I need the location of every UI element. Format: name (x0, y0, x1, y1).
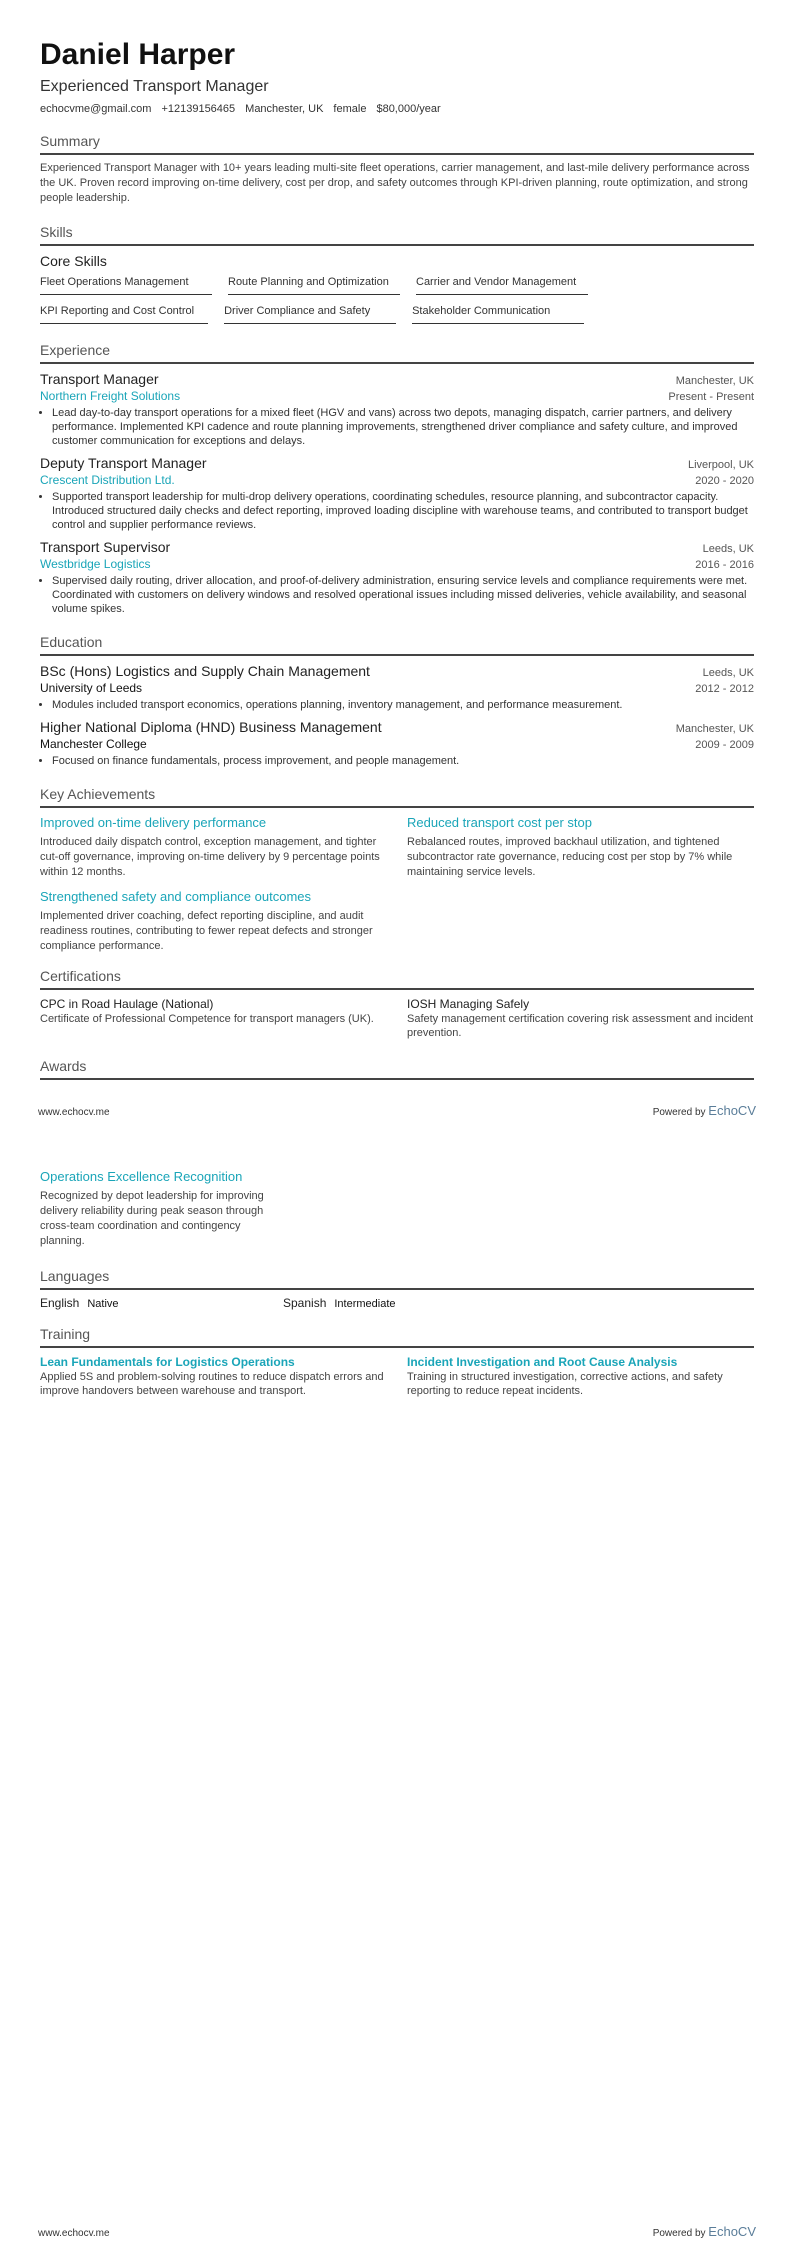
company-name: Northern Freight Solutions (40, 389, 181, 403)
certification-desc: Certificate of Professional Competence for transport managers (UK). (40, 1013, 374, 1025)
achievement-item (40, 888, 387, 962)
achievement-title: Improved on-time delivery performance (40, 815, 267, 830)
job-title: Transport Supervisor (40, 539, 171, 555)
skill-item: Route Planning and Optimization (228, 274, 400, 295)
education-section (40, 634, 754, 768)
experience-section (40, 342, 754, 616)
job-bullet: • Lead day-to-day transport operations for a mixed fleet (HGV and vans) across two depots, managing dispatch, carrier partners, and delivery performance. Implemented KPI cadence and route planning improvements, strengthened driver compliance and safety culture, and improved customer communication for exceptions and delays. (52, 406, 754, 448)
language-level: Intermediate (334, 1298, 396, 1310)
skills-heading: Skills (40, 224, 754, 246)
contact-info (40, 103, 754, 115)
contact-salary: $80,000/year (376, 103, 441, 115)
echocv-logo[interactable]: EchoCV (708, 1103, 756, 1118)
language-level: Native (87, 1298, 119, 1310)
skill-item: Driver Compliance and Safety (224, 303, 396, 324)
training-desc: Training in structured investigation, corrective actions, and safety reporting to reduce repeat incidents. (407, 1371, 723, 1397)
footer-site[interactable]: www.echocv.me (38, 1107, 110, 1118)
skill-item: KPI Reporting and Cost Control (40, 303, 208, 324)
achievement-desc: Introduced daily dispatch control, exception management, and tighter cut-off governance, improving on-time delivery by 9 percentage points within 12 months. (40, 836, 380, 878)
achievement-desc: Rebalanced routes, improved backhaul utilization, and tightened subcontractor rate governance, reducing cost per stop by 7% while maintaining service levels. (407, 836, 733, 878)
achievements-section (40, 786, 754, 962)
resume-page (40, 38, 754, 1080)
page-footer (38, 2224, 756, 2239)
certification-desc: Safety management certification covering risk assessment and incident prevention. (407, 1013, 754, 1039)
achievement-title: Strengthened safety and compliance outcomes (40, 889, 312, 904)
training-item (40, 1354, 387, 1398)
summary-text: Experienced Transport Manager with 10+ years leading multi-site fleet operations, carrier management, and last-mile delivery performance across the UK. Proven record improving on-time delivery, cost per drop, and safety outcomes through KPI-driven planning, route optimization, and strong people leadership. (40, 162, 750, 204)
award-item (40, 1168, 270, 1257)
footer-site[interactable]: www.echocv.me (38, 2228, 110, 2239)
achievements-heading: Key Achievements (40, 786, 754, 808)
school-location: Manchester, UK (675, 723, 754, 735)
education-bullet: • Focused on finance fundamentals, process improvement, and people management. (52, 754, 754, 768)
lower-sections (40, 1268, 754, 1398)
education-heading: Education (40, 634, 754, 656)
certification-name: CPC in Road Haulage (National) (40, 997, 214, 1011)
contact-phone[interactable]: +12139156465 (161, 103, 236, 115)
job-location: Liverpool, UK (687, 459, 754, 471)
powered-by-label: Powered by (652, 1107, 706, 1118)
skills-list (40, 274, 754, 324)
powered-by-label: Powered by (652, 2228, 706, 2239)
language-item (283, 1296, 526, 1310)
skill-item: Stakeholder Communication (412, 303, 584, 324)
job-dates: 2020 - 2020 (695, 475, 754, 487)
experience-entry (40, 370, 754, 448)
education-dates: 2012 - 2012 (695, 683, 754, 695)
summary-section (40, 133, 754, 206)
job-bullet: • Supported transport leadership for multi-drop delivery operations, coordinating schedules, resource planning, and subcontractor capacity. Introduced structured daily checks and defect reporting, improved loading discipline with warehouse teams, and contributed to transport budget control and supplier performance reviews. (52, 490, 754, 532)
languages-section (40, 1268, 754, 1310)
awards-section (40, 1058, 754, 1080)
education-dates: 2009 - 2009 (695, 739, 754, 751)
training-item (407, 1354, 754, 1398)
training-title: Lean Fundamentals for Logistics Operations (40, 1355, 295, 1369)
education-entry (40, 662, 754, 712)
training-title: Incident Investigation and Root Cause Analysis (407, 1355, 678, 1369)
experience-heading: Experience (40, 342, 754, 364)
job-bullet: • Supervised daily routing, driver allocation, and proof-of-delivery administration, ensuring service levels and compliance requirements were met. Coordinated with customers on delivery windows and resolved operational issues including missed deliveries, vehicle availability, and seasonal volume spikes. (52, 574, 754, 616)
page-footer (38, 1103, 756, 1118)
job-title: Transport Manager (40, 371, 159, 387)
job-location: Leeds, UK (702, 543, 754, 555)
certification-name: IOSH Managing Safely (407, 997, 530, 1011)
footer-powered (653, 2224, 756, 2239)
footer-powered (653, 1103, 756, 1118)
school-name: Manchester College (40, 737, 147, 751)
skill-item: Carrier and Vendor Management (416, 274, 588, 295)
candidate-name: Daniel Harper (40, 38, 236, 71)
education-bullet: • Modules included transport economics, operations planning, inventory management, and performance measurement. (52, 698, 754, 712)
language-name: Spanish (283, 1296, 327, 1310)
certification-item (407, 996, 754, 1040)
degree-title: BSc (Hons) Logistics and Supply Chain Management (40, 663, 370, 679)
skills-section (40, 224, 754, 324)
training-heading: Training (40, 1326, 754, 1348)
job-location: Manchester, UK (675, 375, 754, 387)
awards-heading: Awards (40, 1058, 754, 1080)
school-location: Leeds, UK (702, 667, 754, 679)
certifications-section (40, 968, 754, 1040)
echocv-logo[interactable]: EchoCV (708, 2224, 756, 2239)
experience-entry (40, 454, 754, 532)
contact-email[interactable]: echocvme@gmail.com (40, 103, 152, 115)
award-title: Operations Excellence Recognition (40, 1169, 243, 1184)
job-dates: Present - Present (668, 391, 754, 403)
language-item (40, 1296, 283, 1310)
training-section (40, 1326, 754, 1398)
summary-heading: Summary (40, 133, 754, 155)
certification-item (40, 996, 387, 1040)
experience-entry (40, 538, 754, 616)
company-name: Westbridge Logistics (40, 557, 151, 571)
training-desc: Applied 5S and problem-solving routines to reduce dispatch errors and improve handovers between warehouse and transport. (40, 1371, 384, 1397)
school-name: University of Leeds (40, 681, 143, 695)
achievement-item (40, 814, 387, 888)
core-skills-title: Core Skills (40, 253, 107, 269)
education-entry (40, 718, 754, 768)
achievement-item (407, 814, 754, 888)
company-name: Crescent Distribution Ltd. (40, 473, 175, 487)
certifications-heading: Certifications (40, 968, 754, 990)
contact-gender: female (333, 103, 367, 115)
degree-title: Higher National Diploma (HND) Business Management (40, 719, 382, 735)
achievement-title: Reduced transport cost per stop (407, 815, 592, 830)
achievement-desc: Implemented driver coaching, defect reporting discipline, and audit readiness routines, contributing to fewer repeat defects and stronger compliance performance. (40, 910, 373, 952)
languages-heading: Languages (40, 1268, 754, 1290)
language-name: English (40, 1296, 80, 1310)
candidate-headline: Experienced Transport Manager (40, 78, 269, 95)
job-title: Deputy Transport Manager (40, 455, 207, 471)
contact-location: Manchester, UK (245, 103, 324, 115)
skill-item: Fleet Operations Management (40, 274, 212, 295)
award-desc: Recognized by depot leadership for improving delivery reliability during peak season through cross-team coordination and contingency planning. (40, 1190, 264, 1247)
job-dates: 2016 - 2016 (695, 559, 754, 571)
